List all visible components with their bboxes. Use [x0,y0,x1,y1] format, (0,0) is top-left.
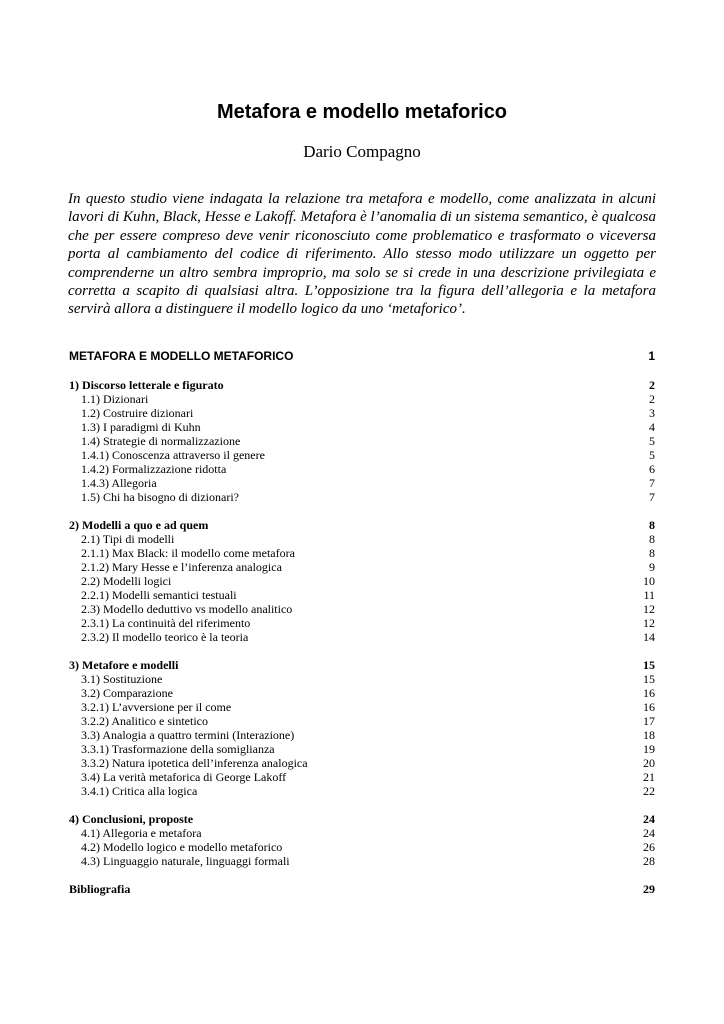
toc-entry [69,588,655,602]
toc-chapter [69,378,655,392]
toc-entry [69,406,655,420]
toc-chapter [69,812,655,826]
toc-entry [69,686,655,700]
table-of-contents [69,348,655,896]
toc-page: 7 [649,490,655,504]
toc-page: 1 [648,349,655,363]
toc-page: 15 [643,658,655,672]
toc-entry [69,546,655,560]
toc-label: 1.4.3) Allegoria [81,476,157,490]
toc-label: 3.3) Analogia a quattro termini (Interazione) [81,728,295,742]
toc-page: 14 [643,630,655,644]
toc-bibliography [69,882,655,896]
toc-label: 3.2) Comparazione [81,686,173,700]
toc-label: 2.1) Tipi di modelli [81,532,175,546]
toc-entry [69,574,655,588]
toc-page: 5 [649,448,655,462]
toc-entry [69,490,655,504]
abstract: In questo studio viene indagata la relazione tra metafora e modello, come analizzata in alcuni lavori di Kuhn, Black, Hesse e Lakoff. Metafora è l’anomalia di un sistema semantico, è qualcosa che per essere compreso deve venir riconosciuto come problematico e trasformato o viceversa porta al cambiamento del codice di riferimento. Allo stesso modo utilizzare un oggetto per comprenderne un altro sembra improprio, ma solo se si crede in una descrizione privilegiata e corretta a scapito di qualsiasi altra. L’opposizione tra la figura dell’allegoria e la metafora servirà allora a distinguere il modello logico da uno ‘metaforico’. [68,191,656,318]
toc-page: 9 [649,560,655,574]
toc-entry [69,448,655,462]
toc-page: 6 [649,462,655,476]
toc-entry [69,462,655,476]
toc-label: 2.2.1) Modelli semantici testuali [81,588,237,602]
toc-entry [69,392,655,406]
toc-page: 2 [649,392,655,406]
toc-page: 7 [649,476,655,490]
toc-entry [69,840,655,854]
toc-label: 2.3) Modello deduttivo vs modello analitico [81,602,293,616]
toc-page: 21 [643,770,655,784]
toc-label: 3.2.2) Analitico e sintetico [81,714,208,728]
toc-page: 12 [643,616,655,630]
document-title: Metafora e modello metaforico [216,101,508,123]
toc-page: 8 [649,518,655,532]
toc-label: 4.3) Linguaggio naturale, linguaggi formali [81,854,290,868]
toc-label: 1) Discorso letterale e figurato [69,378,224,392]
toc-label: 1.5) Chi ha bisogno di dizionari? [81,490,239,504]
toc-page: 8 [649,532,655,546]
toc-label: METAFORA E MODELLO METAFORICO [69,349,294,363]
toc-entry [69,742,655,756]
toc-entry [69,700,655,714]
toc-label: 3.4) La verità metaforica di George Lakoff [81,770,287,784]
toc-page: 17 [643,714,655,728]
toc-entry [69,784,655,798]
toc-label: 1.3) I paradigmi di Kuhn [81,420,201,434]
toc-label: 3.3.2) Natura ipotetica dell’inferenza analogica [81,756,308,770]
toc-page: 8 [649,546,655,560]
toc-label: 2) Modelli a quo e ad quem [69,518,209,532]
toc-label: 2.1.2) Mary Hesse e l’inferenza analogica [81,560,282,574]
toc-entry [69,714,655,728]
toc-label: 1.2) Costruire dizionari [81,406,194,420]
toc-page: 22 [643,784,655,798]
toc-label: 1.1) Dizionari [81,392,149,406]
toc-label: 4.2) Modello logico e modello metaforico [81,840,283,854]
toc-entry [69,630,655,644]
toc-page: 16 [643,686,655,700]
toc-page: 29 [643,882,655,896]
toc-entry [69,854,655,868]
toc-label: 3.1) Sostituzione [81,672,163,686]
toc-page: 24 [643,812,655,826]
toc-page: 3 [649,406,655,420]
toc-page: 26 [643,840,655,854]
toc-page: 15 [643,672,655,686]
toc-entry [69,616,655,630]
toc-entry [69,434,655,448]
toc-entry [69,728,655,742]
toc-page: 12 [643,602,655,616]
toc-page: 24 [643,826,655,840]
toc-entry [69,602,655,616]
toc-page: 19 [643,742,655,756]
toc-entry [69,770,655,784]
toc-entry [69,476,655,490]
toc-page: 10 [643,574,655,588]
toc-label: 1.4) Strategie di normalizzazione [81,434,241,448]
toc-label: 1.4.1) Conoscenza attraverso il genere [81,448,265,462]
toc-page: 20 [643,756,655,770]
toc-label: Bibliografia [69,882,131,896]
toc-entry [69,756,655,770]
toc-entry [69,672,655,686]
toc-entry [69,532,655,546]
toc-label: 4) Conclusioni, proposte [69,812,194,826]
toc-page: 18 [643,728,655,742]
toc-entry [69,826,655,840]
toc-label: 3.2.1) L’avversione per il come [81,700,232,714]
toc-label: 3.3.1) Trasformazione della somiglianza [81,742,275,756]
toc-label: 2.2) Modelli logici [81,574,172,588]
author-name: Dario Compagno [303,142,421,161]
toc-page: 11 [643,588,655,602]
toc-entry [69,560,655,574]
toc-page: 5 [649,434,655,448]
toc-label: 3.4.1) Critica alla logica [81,784,198,798]
toc-page: 16 [643,700,655,714]
toc-page: 4 [649,420,655,434]
toc-chapter [69,518,655,532]
toc-chapter [69,658,655,672]
toc-entry [69,420,655,434]
toc-label: 3) Metafore e modelli [69,658,179,672]
toc-main-heading [69,348,655,364]
toc-label: 1.4.2) Formalizzazione ridotta [81,462,227,476]
toc-label: 2.3.2) Il modello teorico è la teoria [81,630,249,644]
toc-page: 28 [643,854,655,868]
toc-label: 2.3.1) La continuità del riferimento [81,616,251,630]
toc-label: 4.1) Allegoria e metafora [81,826,202,840]
toc-label: 2.1.1) Max Black: il modello come metafora [81,546,295,560]
toc-page: 2 [649,378,655,392]
